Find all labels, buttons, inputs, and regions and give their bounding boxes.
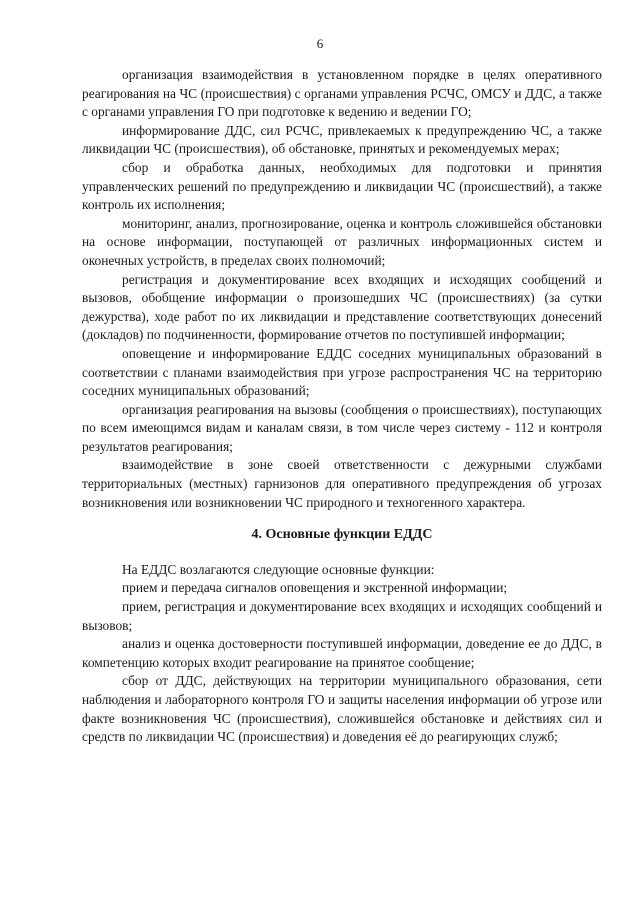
paragraph-response-organization: организация реагирования на вызовы (сообщения о происшествиях), поступающих по всем имеющимся видам и каналам связи, в том числе через систему - 112 и контроля результатов реагирования;	[82, 401, 602, 454]
paragraph-collection-from-dds: сбор от ДДС, действующих на территории муниципального образования, сети наблюдения и лабораторного контроля ГО и защиты населения информации об угрозе или факте возникновения ЧС (происшествия), сложившейся обстановке и действиях сил и средств по ликвидации ЧС (происшествия) и доведения её до реагирующих служб;	[82, 673, 602, 745]
paragraph-garrison-interaction: взаимодействие в зоне своей ответственности с дежурными службами территориальных (местных) гарнизонов для оперативного предупреждения об угрозах возникновения или возникновении ЧС природного и техногенного характера.	[82, 457, 602, 510]
paragraph-notification: оповещение и информирование ЕДДС соседних муниципальных образований в соответствии с планами взаимодействия при угрозе распространения ЧС на территорию соседних муниципальных образований;	[82, 345, 602, 399]
paragraph-informing: информирование ДДС, сил РСЧС, привлекаемых к предупреждению ЧС, а также ликвидации ЧС (происшествия), об обстановке, принятых и рекомендуемых мерах;	[82, 122, 602, 157]
paragraph-analysis: анализ и оценка достоверности поступившей информации, доведение ее до ДДС, в компетенцию которых входит реагирование на принятое сообщение;	[82, 636, 602, 670]
page-number: 6	[316, 36, 324, 51]
document-body	[82, 66, 602, 747]
paragraph-interaction: организация взаимодействия в установленном порядке в целях оперативного реагирования на ЧС (происшествия) с органами управления РСЧС, ОМСУ и ДДС, а также с органами управления ГО при подготовке к ведению и ведении ГО;	[82, 67, 602, 120]
paragraph-message-registration: прием, регистрация и документирование всех входящих и исходящих сообщений и вызовов;	[82, 599, 602, 633]
paragraph-data-collection: сбор и обработка данных, необходимых для подготовки и принятия управленческих решений по предупреждению и ликвидации ЧС (происшествий), а также контроль их исполнения;	[82, 159, 602, 213]
section-title: 4. Основные функции ЕДДС	[251, 527, 433, 543]
paragraph-monitoring: мониторинг, анализ, прогнозирование, оценка и контроль сложившейся обстановки на основе информации, поступающей от различных информационных систем и оконечных устройств, в пределах своих полномочий;	[82, 215, 602, 268]
paragraph-signal-transmission: прием и передача сигналов оповещения и экстренной информации;	[122, 580, 508, 596]
paragraph-registration: регистрация и документирование всех входящих и исходящих сообщений и вызовов, обобщение информации о произошедших ЧС (происшествиях) (за сутки дежурства), ходе работ по их ликвидации и представление соответствующих донесений (докладов) по подчиненности, формирование отчетов по поступившей информации;	[82, 271, 602, 343]
paragraph-functions-intro: На ЕДДС возлагаются следующие основные функции:	[122, 561, 435, 577]
